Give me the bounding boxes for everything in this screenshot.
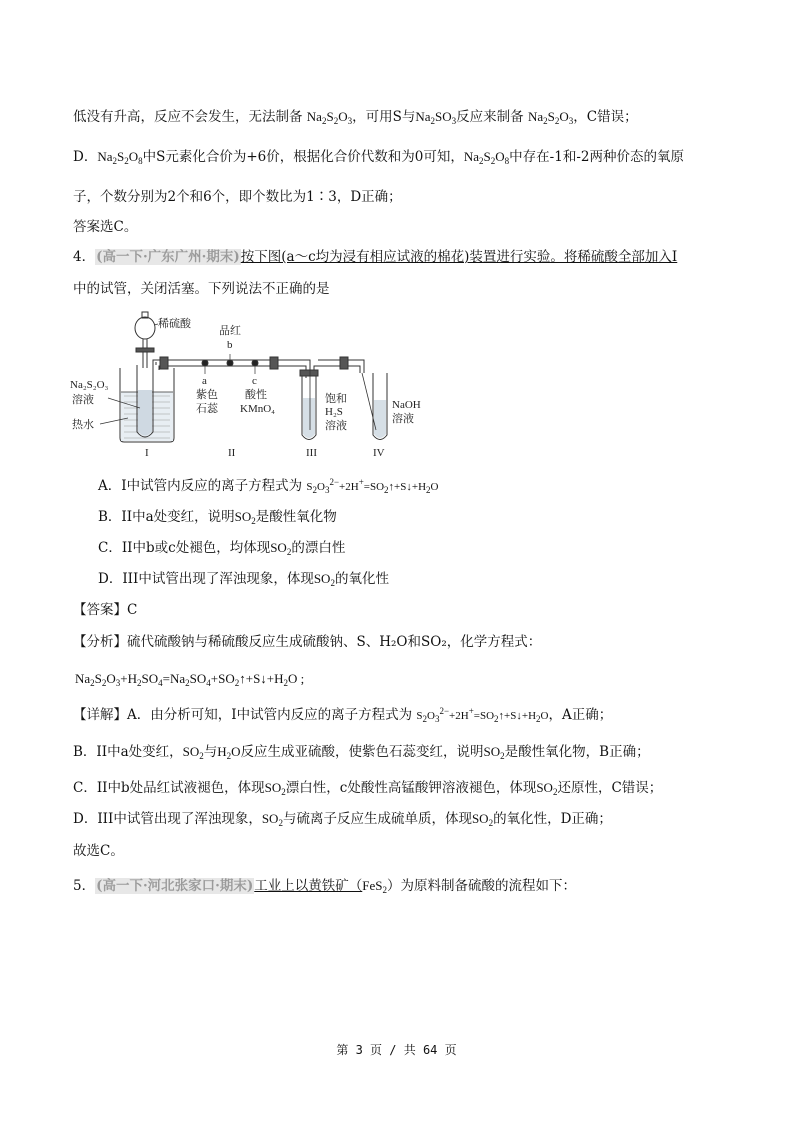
text-segment: 反应生成亚硫酸，使紫色石蕊变红，说明 xyxy=(240,744,484,760)
detail-b xyxy=(73,743,650,761)
label-solution: 溶液 xyxy=(392,413,414,425)
label-dilute-sulfuric-acid: 稀硫酸 xyxy=(158,318,191,330)
text-segment: ，C错误； xyxy=(573,109,638,125)
text-segment: 低没有升高，反应不会发生，无法制备 xyxy=(73,109,303,125)
formula-so2: $SO_2$ xyxy=(264,780,286,797)
text-segment: 的氧化性，D正确； xyxy=(493,811,612,827)
text-line: 中的试管，关闭活塞。下列说法不正确的是 xyxy=(73,281,330,297)
text-segment: 【详解】A．由分析可知，I中试管内反应的离子方程式为 xyxy=(73,707,413,723)
question-5-stem xyxy=(73,877,576,895)
text-segment: B．II中a处变红，说明 xyxy=(98,509,235,525)
text-segment: 反应来制备 xyxy=(456,109,524,125)
label-pinhong: 品红 xyxy=(219,325,241,337)
text-line: 子，个数分别为2个和6个，即个数比为1∶3，D正确； xyxy=(73,189,402,205)
answer-line: 【答案】C xyxy=(73,602,138,618)
text-segment: 中存在-1和-2两种价态的氧原 xyxy=(509,149,684,165)
text-segment: 中S元素化合价为+6价，根据化合价代数和为0可知， xyxy=(142,149,464,165)
option-b xyxy=(98,508,337,526)
text-segment: 的氧化性 xyxy=(334,571,389,587)
formula-so2: $SO_2$ xyxy=(234,509,256,526)
text-segment: ）为原料制备硫酸的流程如下： xyxy=(387,878,577,894)
formula-h2o: $H_2O$ xyxy=(217,744,241,761)
option-a xyxy=(98,477,438,496)
text-segment: D．III中试管出现了浑浊现象，体现 xyxy=(98,571,314,587)
detail-c xyxy=(73,779,662,797)
formula-so2: $SO_2$ xyxy=(182,744,204,761)
text-segment: 还原性，C错误； xyxy=(557,780,663,796)
text-segment: 是酸性氧化物，B正确； xyxy=(504,744,650,760)
text-segment: 的漂白性 xyxy=(291,540,346,556)
text-segment: 按下图(a～c均为浸有相应试液的棉花)装置进行实验。将稀硫酸全部加入I xyxy=(240,249,678,265)
label-c: c xyxy=(252,375,257,387)
text-segment: ，A正确； xyxy=(548,707,613,723)
formula-so2: $SO_2$ xyxy=(483,744,505,761)
text-segment: 与 xyxy=(203,744,218,760)
label-hot-water: 热水 xyxy=(72,419,94,431)
label-roman-3: III xyxy=(306,447,317,459)
text-line xyxy=(73,148,684,166)
analysis-line: 【分析】硫代硫酸钠与稀硫酸反应生成硫酸钠、S、H₂O和SO₂，化学方程式： xyxy=(73,634,542,650)
conclusion-line: 故选C。 xyxy=(73,843,124,859)
formula-na2s2o3: $Na_2S_2O_3$ xyxy=(527,109,574,126)
label-saturated: 饱和 xyxy=(325,393,347,405)
equation-ionic: $S_2O_3^{2-}+2H^+=SO_2↑+S↓+H_2O$ xyxy=(416,706,549,724)
option-c xyxy=(98,539,345,557)
text-segment: 是酸性氧化物 xyxy=(255,509,337,525)
option-d xyxy=(98,570,389,588)
text-segment: D． xyxy=(73,149,98,165)
source-tag: (高一下·广东广州·期末) xyxy=(96,249,240,265)
separatory-funnel xyxy=(135,312,155,368)
text-line: 答案选C。 xyxy=(73,219,138,235)
text-segment: 与硫离子反应生成硫单质，体现 xyxy=(282,811,472,827)
label-h2s: H₂S xyxy=(325,406,343,418)
test-tube-4 xyxy=(362,373,387,440)
label-roman-2: II xyxy=(228,447,236,459)
formula-so2: $SO_2$ xyxy=(313,571,335,588)
formula-na2s2o3: $Na_2S_2O_3$ xyxy=(306,109,353,126)
text-segment: C．II中b或c处褪色，均体现 xyxy=(98,540,271,556)
apparatus-figure xyxy=(70,310,421,460)
detail-a xyxy=(73,706,612,725)
label-roman-4: IV xyxy=(373,447,385,459)
text-segment: C．II中b处品红试液褪色，体现 xyxy=(73,780,265,796)
text-segment: 漂白性，c处酸性高锰酸钾溶液褪色，体现 xyxy=(285,780,537,796)
label-kmno4: KMnO₄ xyxy=(240,403,276,415)
question-number: 5． xyxy=(73,878,96,894)
formula-fes2: FeS$_2$ xyxy=(362,878,388,895)
label-b: b xyxy=(227,339,233,351)
question-4-stem xyxy=(73,248,677,266)
text-segment: 工业上以黄铁矿（ xyxy=(254,878,363,894)
formula-na2s2o8: $Na_2S_2O_8$ xyxy=(97,149,143,166)
text-segment: D．III中试管出现了浑浊现象， xyxy=(73,811,262,827)
page-footer: 第 3 页 / 共 64 页 xyxy=(336,1043,457,1057)
text-segment: B．II中a处变红， xyxy=(73,744,183,760)
equation-molecular: $Na_2S_2O_3+H_2SO_4=Na_2SO_4+SO_2↑+S↓+H_2O$ ; xyxy=(75,671,305,688)
label-solution: 溶液 xyxy=(72,394,94,406)
label-a: a xyxy=(202,375,207,387)
label-acidic: 酸性 xyxy=(245,389,267,401)
horizontal-tube-2 xyxy=(153,354,310,374)
text-line xyxy=(73,108,638,126)
text-segment: ，可用S与 xyxy=(352,109,416,125)
test-tube-1 xyxy=(137,362,156,437)
formula-na2so3: $Na_2SO_3$ xyxy=(415,109,457,126)
question-number: 4． xyxy=(73,249,96,265)
text-segment: A．I中试管内反应的离子方程式为 xyxy=(98,478,303,494)
formula-so2: $SO_2$ xyxy=(536,780,558,797)
label-solution: 溶液 xyxy=(325,420,347,432)
source-tag: (高一下·河北张家口·期末) xyxy=(96,878,254,894)
equation-ionic: $S_2O_3^{2-}+2H^+=SO_2↑+S↓+H_2O$ xyxy=(306,477,439,495)
label-naoh: NaOH xyxy=(392,399,421,411)
label-roman-1: I xyxy=(145,447,149,459)
formula-so2: $SO_2$ xyxy=(261,811,283,828)
label-litmus: 石蕊 xyxy=(196,403,218,415)
formula-na2s2o8: $Na_2S_2O_8$ xyxy=(463,149,510,166)
detail-d xyxy=(73,810,612,828)
label-purple: 紫色 xyxy=(196,389,218,401)
label-na2s2o3: Na₂S₂O₃ xyxy=(70,379,109,391)
formula-so2: $SO_2$ xyxy=(471,811,494,828)
formula-so2: $SO_2$ xyxy=(270,540,292,557)
